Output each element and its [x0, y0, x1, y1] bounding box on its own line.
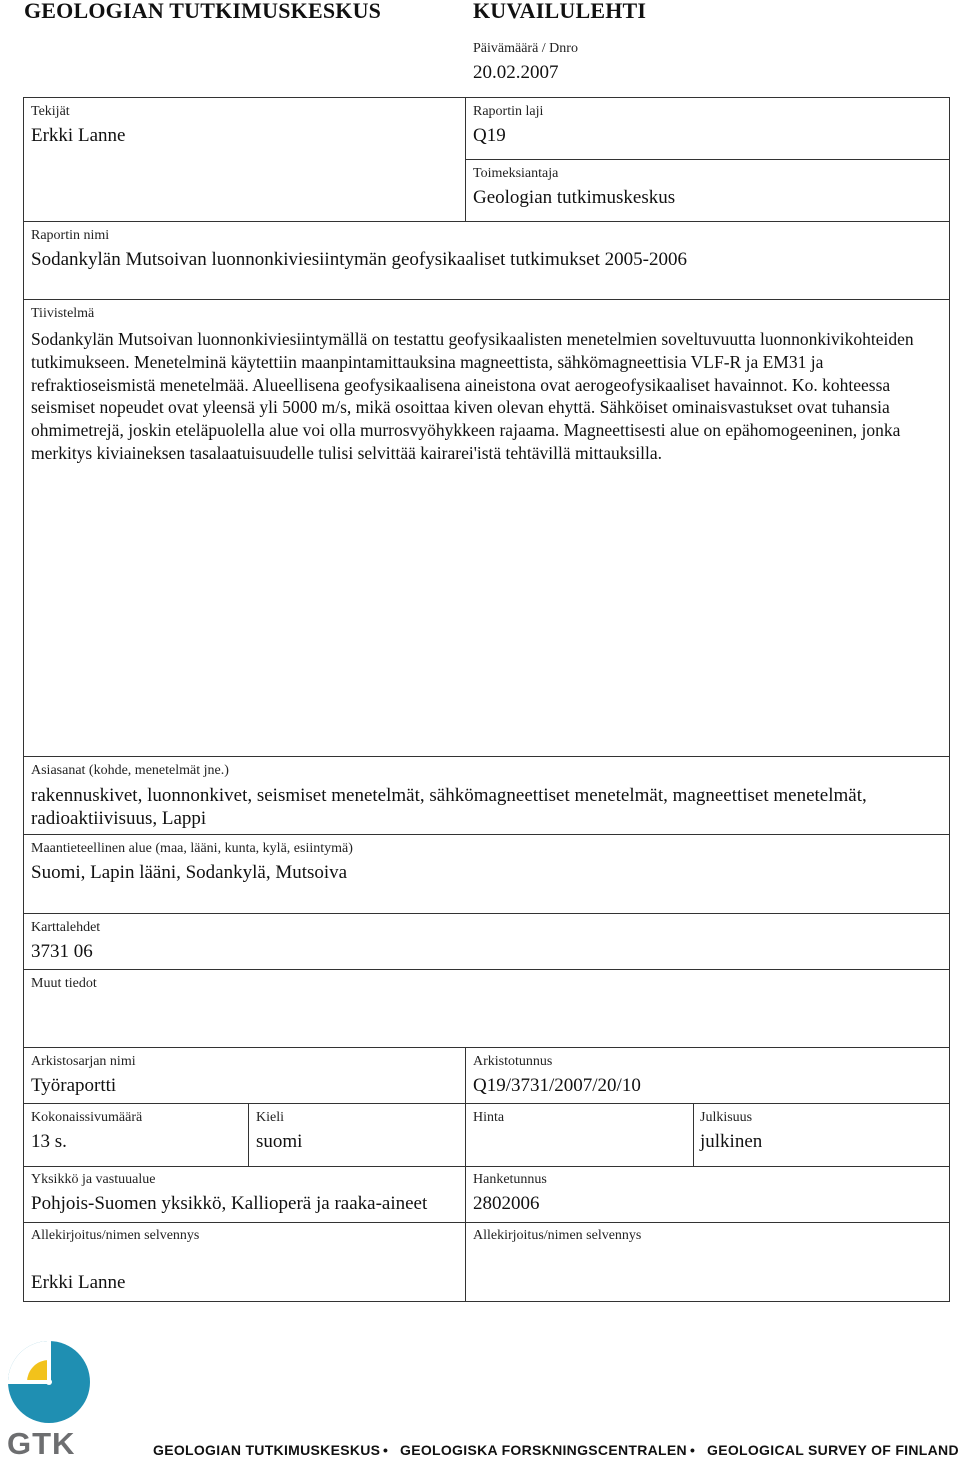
- archive-series-value: Työraportti: [31, 1075, 117, 1096]
- project-code-value: 2802006: [473, 1193, 540, 1214]
- publicity-label: Julkisuus: [700, 1110, 753, 1125]
- language-value: suomi: [256, 1131, 303, 1152]
- report-name-label: Raportin nimi: [31, 228, 110, 243]
- keywords-label: Asiasanat (kohde, menetelmät jne.): [31, 763, 229, 778]
- footer-name-sv: GEOLOGISKA FORSKNINGSCENTRALEN: [400, 1442, 687, 1458]
- page-count-value: 13 s.: [31, 1131, 67, 1152]
- divider: [23, 913, 950, 914]
- divider: [23, 1166, 950, 1167]
- divider: [23, 221, 950, 222]
- authors-label: Tekijät: [31, 104, 70, 119]
- divider: [23, 299, 950, 300]
- footer-name-fi: GEOLOGIAN TUTKIMUSKESKUS: [153, 1442, 381, 1458]
- report-type-label: Raportin laji: [473, 104, 544, 119]
- project-code-label: Hanketunnus: [473, 1172, 547, 1187]
- keywords-value: rakennuskivet, luonnonkivet, seismiset menetelmät, sähkömagneettiset menetelmät, magneettiset menetelmät, radioaktiivisuus, Lappi: [31, 785, 867, 829]
- divider: [23, 1047, 950, 1048]
- commissioner-label: Toimeksiantaja: [473, 166, 559, 181]
- report-name-value: Sodankylän Mutsoivan luonnonkiviesiintymän geofysikaaliset tutkimukset 2005-2006: [31, 249, 687, 270]
- price-label: Hinta: [473, 1110, 505, 1125]
- footer-separator-dot: •: [383, 1442, 389, 1458]
- footer-name-en: GEOLOGICAL SURVEY OF FINLAND: [707, 1442, 959, 1458]
- divider: [465, 159, 950, 160]
- divider: [23, 834, 950, 835]
- divider: [23, 1222, 950, 1223]
- other-info-label: Muut tiedot: [31, 976, 97, 991]
- abstract-text: Sodankylän Mutsoivan luonnonkiviesiintymällä on testattu geofysikaalisten menetelmien soveltuvuutta luonnonkivikohteiden tutkimukseen. Menetelminä käytettiin maanpintamittauksina magneettista, sähkömagneettisia VLF-R ja EM31 ja refraktioseismistä menetelmää. Alueellisena geofysikaalisena aineistona ovat aerogeofysikaaliset havainnot. Ko. kohteessa seismiset nopeudet ovat yleensä yli 5000 m/s, mikä osoittaa kiven olevan ehyttä. Sähköiset ominaisvastukset ovat tuhansia ohmimetrejä, joskin eteläpuolella alue voi olla murrosvyöhykkeen rajaama. Magneettisesti alue on epähomogeeninen, jonka merkitys kiviaineksen tasalaatuisuudelle tulisi selvittää kairarei'istä tehtävillä mittauksilla.: [31, 329, 914, 463]
- divider: [23, 969, 950, 970]
- archive-series-label: Arkistosarjan nimi: [31, 1054, 136, 1069]
- date-value: 20.02.2007: [473, 62, 559, 83]
- authors-value: Erkki Lanne: [31, 125, 126, 146]
- signature-left-value: Erkki Lanne: [31, 1272, 126, 1293]
- document-type-title: KUVAILULEHTI: [473, 0, 647, 23]
- commissioner-value: Geologian tutkimuskeskus: [473, 187, 676, 208]
- abstract-label: Tiivistelmä: [31, 306, 95, 321]
- footer-separator-dot: •: [690, 1442, 696, 1458]
- divider: [23, 1103, 950, 1104]
- divider: [23, 756, 950, 757]
- region-label: Maantieteellinen alue (maa, lääni, kunta, kylä, esiintymä): [31, 841, 353, 856]
- map-sheets-label: Karttalehdet: [31, 920, 101, 935]
- divider: [248, 1103, 249, 1166]
- signature-right-label: Allekirjoitus/nimen selvennys: [473, 1228, 642, 1243]
- unit-value: Pohjois-Suomen yksikkö, Kallioperä ja raaka-aineet: [31, 1193, 428, 1214]
- language-label: Kieli: [256, 1110, 284, 1125]
- publicity-value: julkinen: [700, 1131, 763, 1152]
- organization-title: GEOLOGIAN TUTKIMUSKESKUS: [24, 0, 382, 23]
- region-value: Suomi, Lapin lääni, Sodankylä, Mutsoiva: [31, 862, 348, 883]
- map-sheets-value: 3731 06: [31, 941, 93, 962]
- gtk-globe-logo: [5, 1338, 93, 1428]
- signature-left-label: Allekirjoitus/nimen selvennys: [31, 1228, 200, 1243]
- divider: [693, 1103, 694, 1166]
- date-label: Päivämäärä / Dnro: [473, 41, 578, 56]
- archive-code-label: Arkistotunnus: [473, 1054, 553, 1069]
- report-type-value: Q19: [473, 125, 506, 146]
- divider: [465, 1047, 466, 1302]
- archive-code-value: Q19/3731/2007/20/10: [473, 1075, 641, 1096]
- unit-label: Yksikkö ja vastuualue: [31, 1172, 156, 1187]
- gtk-logo-text: GTK: [7, 1426, 76, 1461]
- page-count-label: Kokonaissivumäärä: [31, 1110, 143, 1125]
